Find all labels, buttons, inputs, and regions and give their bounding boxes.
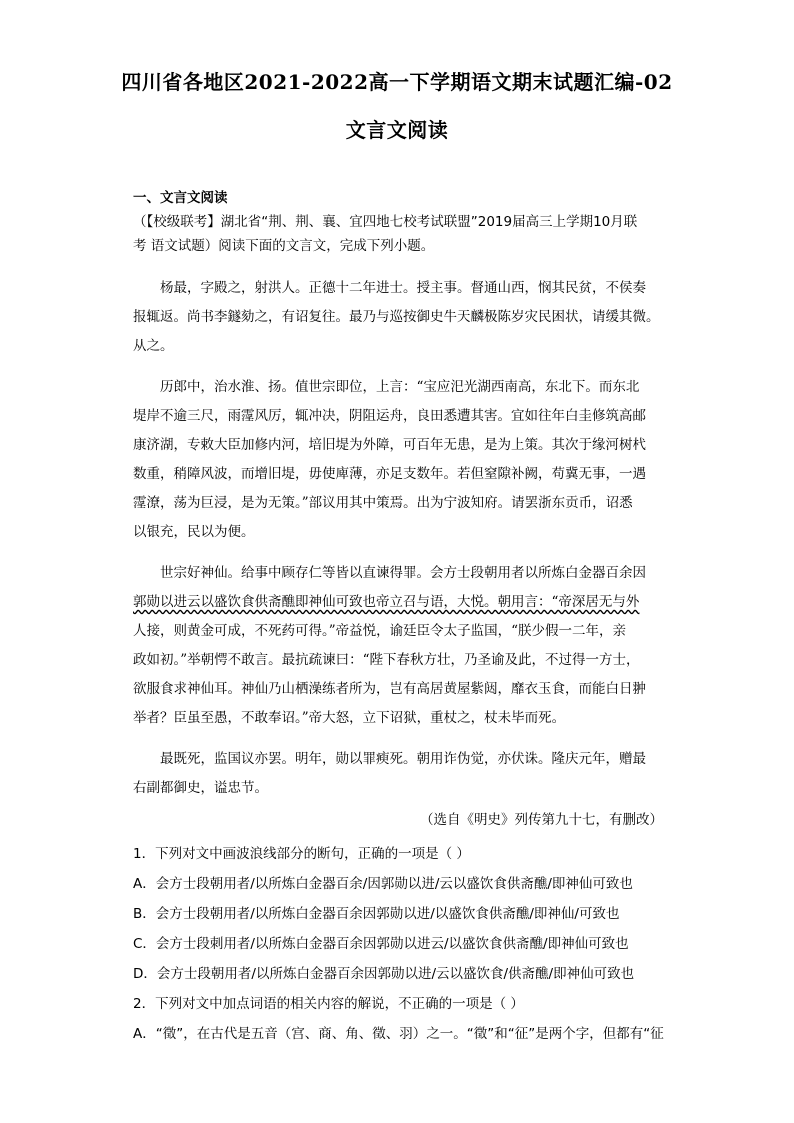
passage-line: 数重，稍障风波，而增旧堤，毋使庳薄，亦足支数年。若但窒隙补阙，苟冀无事，一遇 [133,466,646,482]
option-line: C．会方士段刺用者/以所炼白金器百余因郭勋以进云/以盛饮食供斋醮/即神仙可致也 [133,936,629,952]
passage-line: 世宗好神仙。给事中顾存仁等皆以直谏得罪。会方士段朝用者以所炼白金器百余因 [133,565,646,581]
option-line: A．“徵”，在古代是五音（宫、商、角、徵、羽）之一。“徵”和“征”是两个字，但都有“征 [133,1026,664,1042]
passage-line: 右副都御史，谥忠节。 [133,780,268,796]
passage-line: 康济湖，专敕大臣加修内河，培旧堤为外障，可百年无患，是为上策。其次于缘河树杙 [133,437,646,453]
passage-line: 政如初。”举朝愕不敢言。最抗疏谏曰：“陛下春秋方壮，乃圣谕及此，不过得一方士， [133,652,640,668]
passage-line: 人接，则黄金可成，不死药可得。”帝益悦，谕廷臣令太子监国，“朕少假一二年，亲 [133,623,627,639]
passage-line: 最既死，监国议亦罢。明年，勋以罪瘐死。朝用诈伪觉，亦伏诛。隆庆元年，赠最 [133,751,646,767]
document-subtitle: 文言文阅读 [345,118,449,142]
question-line: 2．下列对文中加点词语的相关内容的解说，不正确的一项是（ ） [133,996,524,1012]
passage-line: 欲服食求神仙耳。神仙乃山栖澡练者所为，岂有高居黄屋紫闼，靡衣玉食，而能白日翀 [133,681,646,697]
document-title: 四川省各地区2021-2022高一下学期语文期末试题汇编-02 [121,70,673,94]
section-heading: 一、文言文阅读 [133,190,228,206]
passage-line: 杨最，字殿之，射洪人。正德十二年进士。授主事。督通山西，悯其民贫，不侯奏 [133,280,646,296]
passage-line: 霪潦，荡为巨浸，是为无策。”部议用其中策焉。出为宁波知府。请罢浙东贡币，诏悉 [133,495,633,511]
passage-line: 堤岸不逾三尺，雨霪风厉，辄冲决，阴阻运舟，良田悉遭其害。宜如往年白圭修筑高邮 [133,408,646,424]
option-line: D．会方士段朝用者/以所炼白金器百余因郭勋以进/云以盛饮食/供斋醮/即神仙可致也 [133,966,635,982]
source-line: （【校级联考】湖北省“荆、荆、襄、宜四地七校考试联盟”2019届高三上学期10月联 [133,214,638,230]
source-line: 考 语文试题）阅读下面的文言文，完成下列小题。 [133,238,435,254]
passage-line: 报辄返。尚书李鐩劾之，有诏复往。最乃与巡按御史牛天麟极陈岁灾民困状，请缓其微。 [133,309,660,325]
question-line: 1．下列对文中画波浪线部分的断句，正确的一项是（ ） [133,846,470,862]
option-line: A．会方士段朝用者/以所炼白金器百余/因郭勋以进/云以盛饮食供斋醮/即神仙可致也 [133,876,633,892]
passage-line: 从之。 [133,338,174,354]
citation: （选自《明史》列传第九十七，有删改） [420,812,663,828]
passage-line-wavy: 郭勋以进云以盛饮食供斋醮即神仙可致也帝立召与语，大悦。朝用言：“帝深居无与外 [133,594,640,610]
passage-line: 以银充，民以为便。 [133,524,255,540]
option-line: B．会方士段朝用者/以所炼白金器百余因郭勋以进/以盛饮食供斋醮/即神仙/可致也 [133,906,620,922]
passage-line: 举者？臣虽至愚，不敢奉诏。”帝大怒，立下诏狱，重杖之，杖未毕而死。 [133,710,566,726]
passage-line: 历郎中，治水淮、扬。值世宗即位，上言：“宝应汜光湖西南高，东北下。而东北 [133,379,640,395]
